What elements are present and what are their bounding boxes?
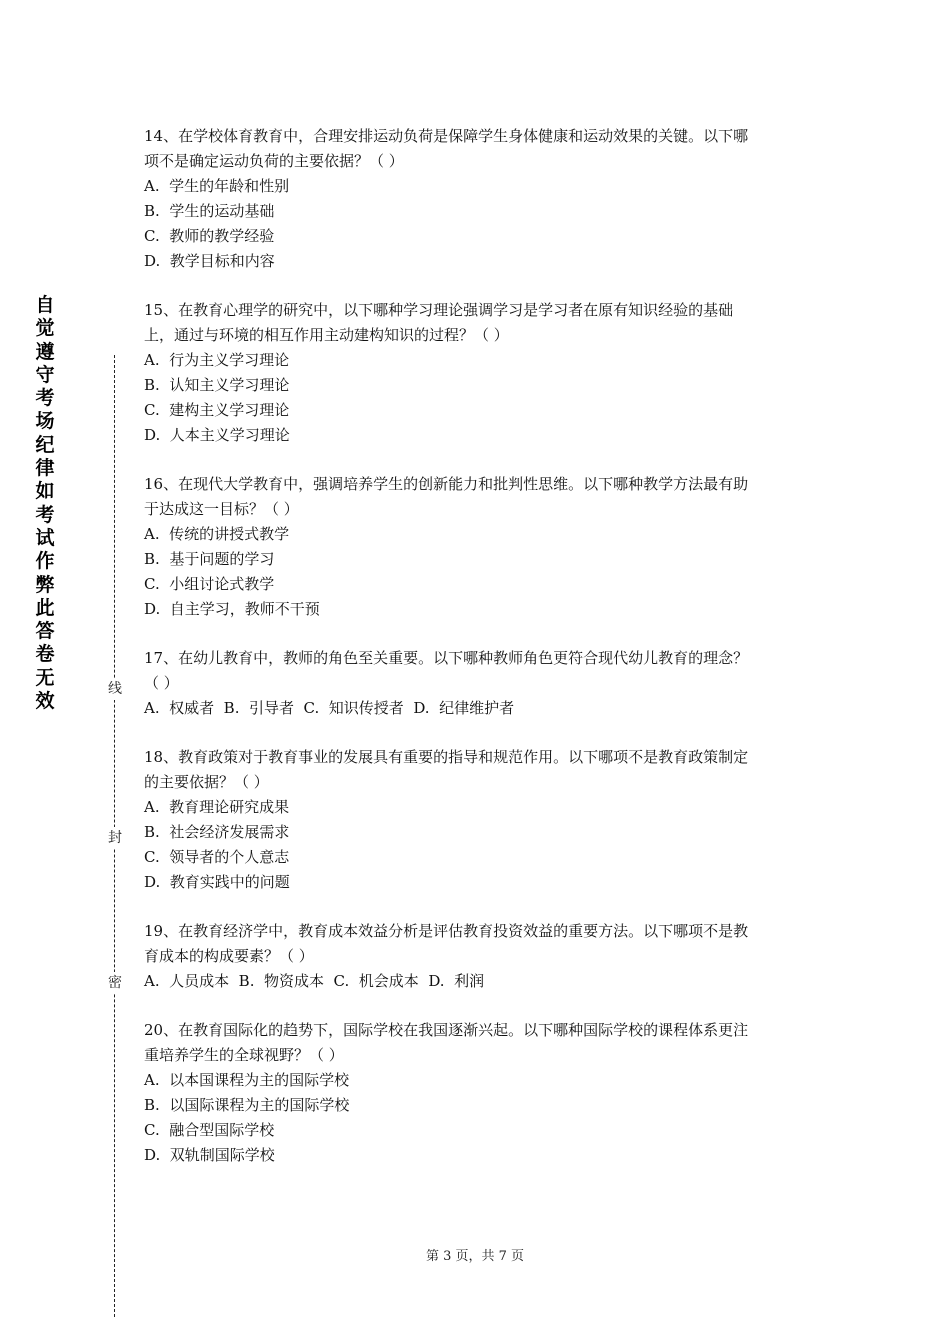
page-number: 第 3 页，共 7 页 [425, 1249, 525, 1264]
answer-option: A. 人员成本 B. 物资成本 C. 机会成本 D. 利润 [144, 972, 485, 990]
question-block [144, 745, 814, 895]
answer-option: B. 认知主义学习理论 [144, 376, 290, 394]
question-stem-line: 的主要依据？（ ） [144, 773, 269, 791]
question-block [144, 124, 814, 274]
question-stem-line: 于达成这一目标？（ ） [144, 500, 299, 518]
answer-option: D. 教学目标和内容 [144, 252, 275, 270]
answer-option: B. 社会经济发展需求 [144, 823, 290, 841]
question-stem-line: 20、在教育国际化的趋势下，国际学校在我国逐渐兴起。以下哪种国际学校的课程体系更注 [144, 1021, 749, 1039]
question-stem-line: 上，通过与环境的相互作用主动建构知识的过程？（ ） [144, 326, 509, 344]
question-stem-line: 14、在学校体育教育中，合理安排运动负荷是保障学生身体健康和运动效果的关键。以下哪 [144, 127, 749, 145]
answer-option: B. 学生的运动基础 [144, 202, 275, 220]
question-stem-line: 重培养学生的全球视野？（ ） [144, 1046, 344, 1064]
question-block [144, 1018, 814, 1168]
question-stem-line: 17、在幼儿教育中，教师的角色至关重要。以下哪种教师角色更符合现代幼儿教育的理念？ [144, 649, 749, 667]
answer-option: D. 教育实践中的问题 [144, 873, 290, 891]
answer-option: A. 行为主义学习理论 [144, 351, 290, 369]
answer-option: C. 领导者的个人意志 [144, 848, 290, 866]
question-list [144, 124, 814, 1192]
answer-option: A. 以本国课程为主的国际学校 [144, 1071, 350, 1089]
question-stem-line: 18、教育政策对于教育事业的发展具有重要的指导和规范作用。以下哪项不是教育政策制定 [144, 748, 749, 766]
answer-option: B. 以国际课程为主的国际学校 [144, 1096, 350, 1114]
answer-option: C. 小组讨论式教学 [144, 575, 275, 593]
answer-option: A. 权威者 B. 引导者 C. 知识传授者 D. 纪律维护者 [144, 699, 515, 717]
answer-option: D. 人本主义学习理论 [144, 426, 290, 444]
answer-option: D. 双轨制国际学校 [144, 1146, 275, 1164]
answer-option: A. 传统的讲授式教学 [144, 525, 290, 543]
question-stem-line: 项不是确定运动负荷的主要依据？（ ） [144, 152, 404, 170]
answer-option: C. 教师的教学经验 [144, 227, 275, 245]
question-stem-line: 16、在现代大学教育中，强调培养学生的创新能力和批判性思维。以下哪种教学方法最有助 [144, 475, 749, 493]
answer-option: A. 学生的年龄和性别 [144, 177, 290, 195]
seal-label-feng: 封 [106, 827, 124, 849]
seal-label-xian: 线 [106, 678, 124, 700]
answer-option: C. 建构主义学习理论 [144, 401, 290, 419]
exam-discipline-warning: 自觉遵守考场纪律如考试作弊此答卷无效 [35, 294, 55, 713]
question-block [144, 646, 814, 721]
answer-option: B. 基于问题的学习 [144, 550, 275, 568]
question-block [144, 919, 814, 994]
seal-label-mi: 密 [106, 972, 124, 994]
answer-option: D. 自主学习，教师不干预 [144, 600, 320, 618]
answer-option: C. 融合型国际学校 [144, 1121, 275, 1139]
question-stem-line: 15、在教育心理学的研究中，以下哪种学习理论强调学习是学习者在原有知识经验的基础 [144, 301, 734, 319]
question-stem-line: （ ） [144, 674, 179, 692]
question-block [144, 298, 814, 448]
answer-option: A. 教育理论研究成果 [144, 798, 290, 816]
question-block [144, 472, 814, 622]
question-stem-line: 19、在教育经济学中，教育成本效益分析是评估教育投资效益的重要方法。以下哪项不是教 [144, 922, 749, 940]
question-stem-line: 育成本的构成要素？（ ） [144, 947, 314, 965]
